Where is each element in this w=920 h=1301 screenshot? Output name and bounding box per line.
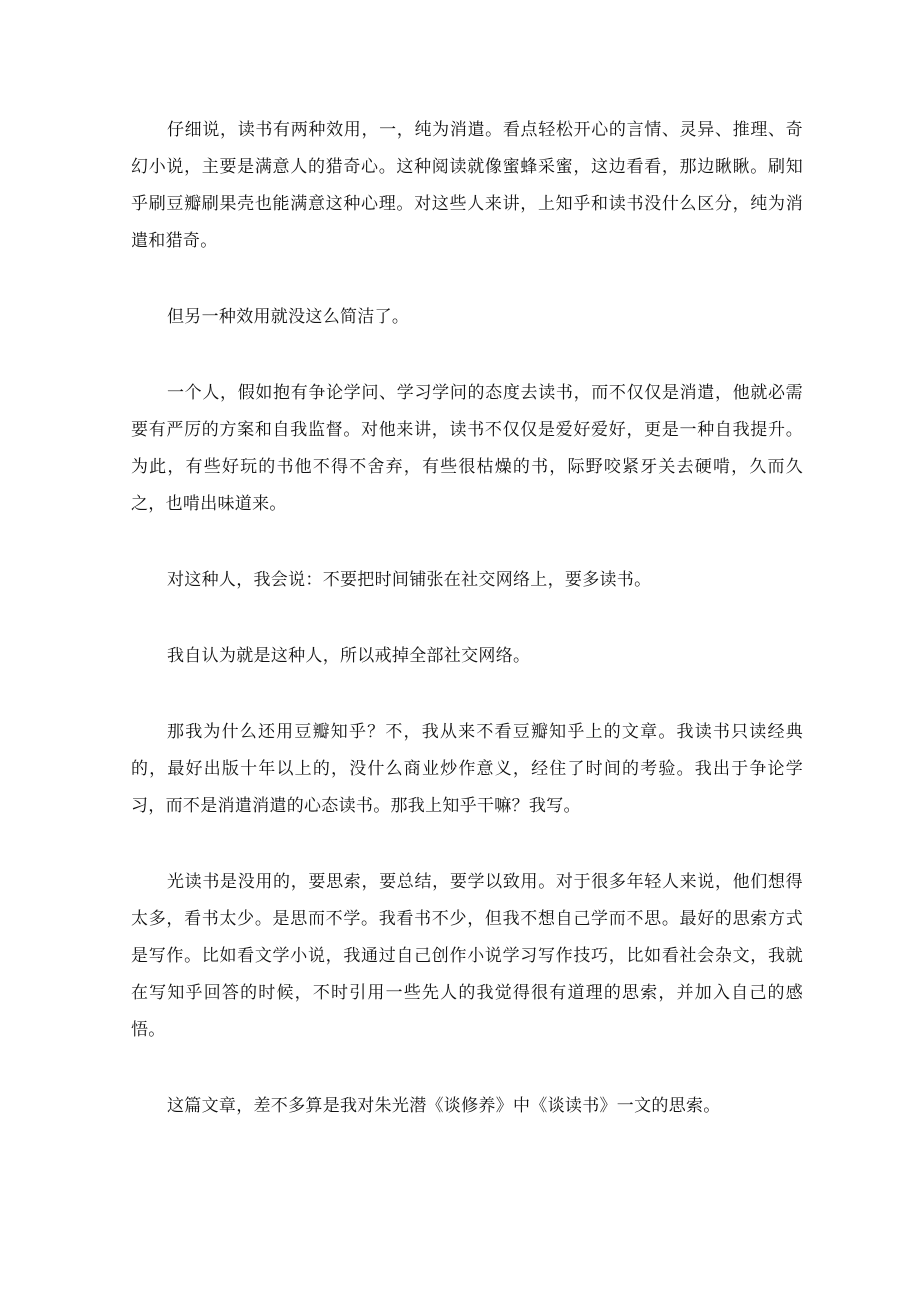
paragraph-1: 仔细说，读书有两种效用，一，纯为消遣。看点轻松开心的言情、灵异、推理、奇幻小说，主要是满意人的猎奇心。这种阅读就像蜜蜂采蜜，这边看看，那边瞅瞅。刷知乎刷豆瓣刷果壳也能满意这种心理。对这些人来讲，上知乎和读书没什么区分，纯为消遣和猎奇。 [131, 120, 803, 251]
paragraph-3: 一个人，假如抱有争论学问、学习学问的态度去读书，而不仅仅是消遣，他就必需要有严厉的方案和自我监督。对他来讲，读书不仅仅是爱好爱好，更是一种自我提升。为此，有些好玩的书他不得不舍弃，有些很枯燥的书，际野咬紧牙关去硬啃，久而久之，也啃出味道来。 [131, 383, 803, 514]
paragraph-6: 那我为什么还用豆瓣知乎？不，我从来不看豆瓣知乎上的文章。我读书只读经典的，最好出版十年以上的，没什么商业炒作意义，经住了时间的考验。我出于争论学习，而不是消遣消遣的心态读书。那我上知乎干嘛？我写。 [131, 722, 803, 816]
paragraph-4: 对这种人，我会说：不要把时间铺张在社交网络上，要多读书。 [167, 570, 652, 590]
article-body [131, 112, 803, 1164]
paragraph-8: 这篇文章，差不多算是我对朱光潜《谈修养》中《谈读书》一文的思索。 [167, 1096, 721, 1116]
paragraph-5: 我自认为就是这种人，所以戒掉全部社交网络。 [167, 646, 531, 666]
paragraph-7: 光读书是没用的，要思索，要总结，要学以致用。对于很多年轻人来说，他们想得太多，看书太少。是思而不学。我看书不少，但我不想自己学而不思。最好的思索方式是写作。比如看文学小说，我通过自己创作小说学习写作技巧，比如看社会杂文，我就在写知乎回答的时候，不时引用一些先人的我觉得很有道理的思索，并加入自己的感悟。 [131, 872, 803, 1040]
paragraph-2: 但另一种效用就没这么简洁了。 [167, 307, 410, 327]
